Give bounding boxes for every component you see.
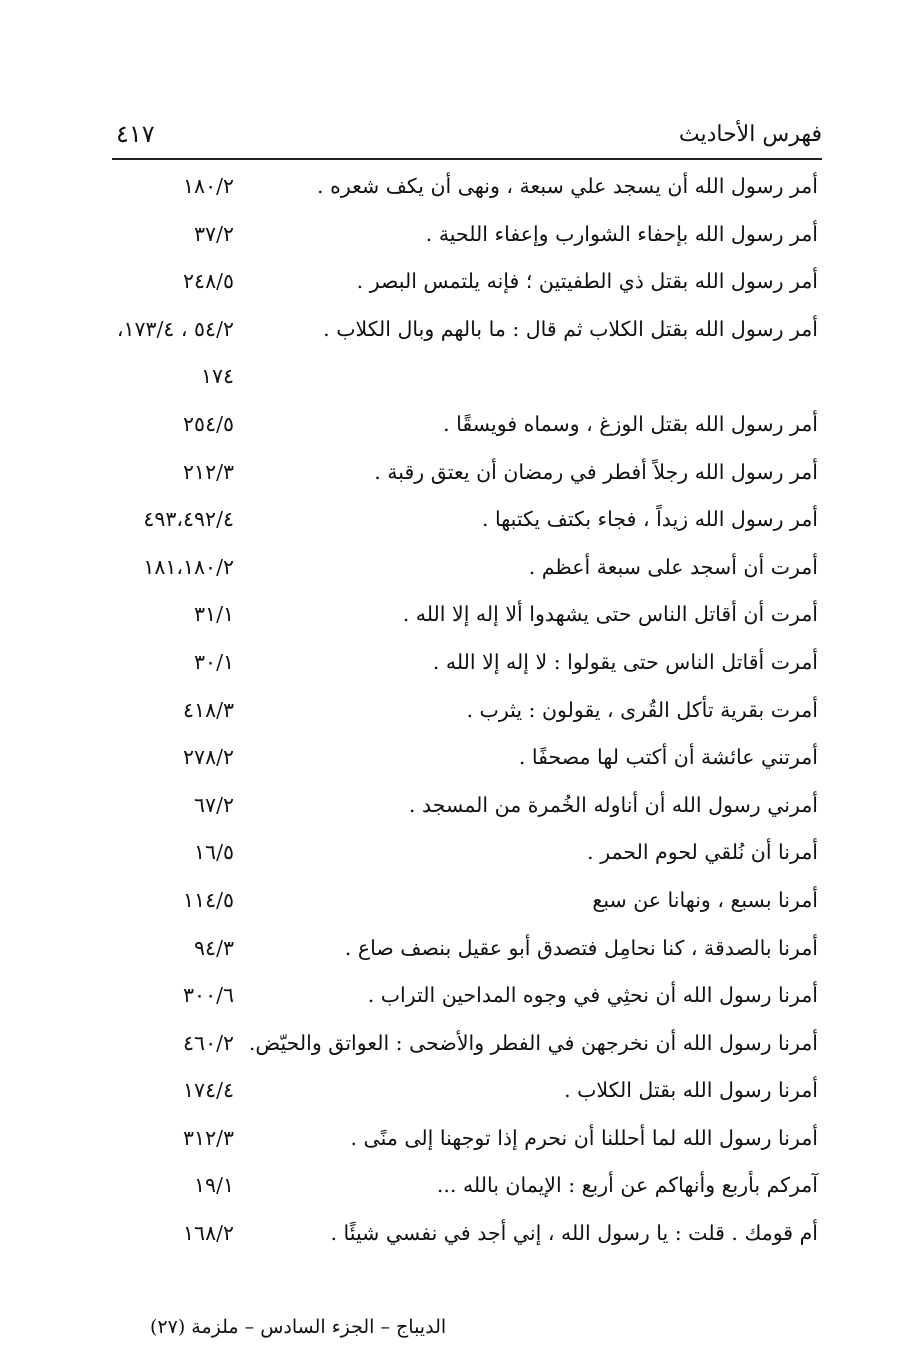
volume-page-reference: ٤٦٠/٢: [183, 1030, 234, 1055]
page-number: ٤١٧: [116, 120, 155, 148]
hadith-text: أمرنا رسول الله أن نحثِي في وجوه المداحين التراب .: [367, 983, 818, 1008]
volume-page-reference: ٦٧/٢: [194, 792, 234, 817]
hadith-text: أمر رسول الله أن يسجد علي سبعة ، ونهى أن يكف شعره .: [317, 174, 818, 198]
hadith-text: أمرت أقاتل الناس حتى يقولوا : لا إله إلا الله .: [432, 649, 818, 674]
hadith-text: أمر رسول الله زيداً ، فجاء بكتف يكتبها .: [481, 507, 818, 532]
index-entry: [112, 692, 822, 740]
volume-page-reference: ٢٧٨/٢: [183, 745, 234, 770]
index-entry: [112, 1025, 822, 1073]
index-entry: [112, 834, 822, 882]
index-entry: [112, 1215, 822, 1263]
volume-page-reference: ٢٥٤/٥: [183, 411, 234, 436]
index-entry: [112, 882, 822, 930]
hadith-text: أمرت أن أقاتل الناس حتى يشهدوا ألا إله إلا الله .: [402, 602, 818, 627]
hadith-text: أمر رسول الله رجلاً أفطر في رمضان أن يعتق رقبة .: [374, 459, 818, 484]
hadith-text: أمر رسول الله بقتل ذي الطفيتين ؛ فإنه يلتمس البصر .: [356, 269, 818, 294]
volume-page-reference: ٤٩٣،٤٩٢/٤: [143, 507, 234, 532]
hadith-text: أمرنا رسول الله أن نخرجهن في الفطر والأضحى : العواتق والحيّض.: [248, 1030, 818, 1055]
hadith-text: أمرنا أن نُلقي لحوم الحمر .: [587, 840, 818, 865]
volume-page-reference: ١٦٨/٢: [183, 1221, 234, 1246]
index-entry: [112, 977, 822, 1025]
index-entry: [112, 739, 822, 787]
index-entry: [112, 501, 822, 549]
volume-page-reference: ٥٤/٢ ، ١٧٣/٤،: [116, 316, 234, 341]
volume-page-reference: ٩٤/٣: [194, 935, 234, 960]
hadith-text: أمر رسول الله بقتل الوزغ ، وسماه فويسقًا .: [443, 411, 818, 436]
hadith-text: أمرنا رسول الله بقتل الكلاب .: [564, 1078, 818, 1103]
index-entry: [112, 168, 822, 216]
hadith-text: أمرت أن أسجد على سبعة أعظم .: [528, 554, 818, 579]
index-entry: [112, 454, 822, 502]
volume-page-reference: ١٧٤: [200, 364, 234, 389]
volume-page-reference: ١٦/٥: [194, 840, 234, 865]
volume-page-reference: ٢١٢/٣: [183, 459, 234, 484]
volume-page-reference: ٣٧/٢: [194, 221, 234, 246]
page-footer: الديباج – الجزء السادس – ملزمة (٢٧): [150, 1316, 447, 1338]
index-entry: [112, 787, 822, 835]
hadith-text: أمرنا بسبع ، ونهانا عن سبع: [592, 887, 818, 912]
volume-page-reference: ١١٤/٥: [183, 887, 234, 912]
hadith-text: أمرنا بالصدقة ، كنا نحامِل فتصدق أبو عقيل بنصف صاع .: [344, 935, 818, 960]
hadith-text: أم قومك . قلت : يا رسول الله ، إني أجد في نفسي شيئًا .: [330, 1221, 818, 1246]
volume-page-reference: ١٨١،١٨٠/٢: [143, 554, 234, 579]
index-entry: [112, 406, 822, 454]
index-entry: [112, 549, 822, 597]
index-entry: [112, 263, 822, 311]
hadith-text: أمرت بقرية تأكل القُرى ، يقولون : يثرب .: [466, 697, 818, 722]
index-entry: [112, 1072, 822, 1120]
page-header: [112, 118, 822, 160]
volume-page-reference: ١٩/١: [194, 1173, 234, 1198]
volume-page-reference: ٣١٢/٣: [183, 1125, 234, 1150]
index-entry: [112, 1120, 822, 1168]
volume-page-reference: ٣٠٠/٦: [183, 983, 234, 1008]
volume-page-reference: ١٧٤/٤: [183, 1078, 234, 1103]
hadith-text: أمرنا رسول الله لما أحللنا أن نحرم إذا توجهنا إلى منًى .: [350, 1125, 818, 1150]
index-entry: [112, 596, 822, 644]
hadith-text: أمرني رسول الله أن أناوله الخُمرة من المسجد .: [409, 792, 818, 817]
index-entry: [112, 930, 822, 978]
page-title: فهرس الأحاديث: [678, 122, 822, 147]
volume-page-reference: ٢٤٨/٥: [183, 269, 234, 294]
hadith-text: آمركم بأربع وأنهاكم عن أربع : الإيمان بالله ...: [436, 1173, 818, 1198]
hadith-index-list: [112, 168, 822, 1263]
hadith-text: أمر رسول الله بإحفاء الشوارب وإعفاء اللحية .: [425, 221, 818, 246]
volume-page-reference: ٤١٨/٣: [183, 697, 234, 722]
index-entry: [112, 358, 822, 406]
index-entry: [112, 216, 822, 264]
index-entry: [112, 1167, 822, 1215]
index-entry: [112, 644, 822, 692]
hadith-text: أمر رسول الله بقتل الكلاب ثم قال : ما بالهم وبال الكلاب .: [323, 316, 818, 341]
volume-page-reference: ٣١/١: [194, 602, 234, 627]
volume-page-reference: ٣٠/١: [194, 649, 234, 674]
volume-page-reference: ١٨٠/٢: [183, 174, 234, 198]
index-entry: [112, 311, 822, 359]
hadith-text: أمرتني عائشة أن أكتب لها مصحفًا .: [518, 745, 818, 770]
